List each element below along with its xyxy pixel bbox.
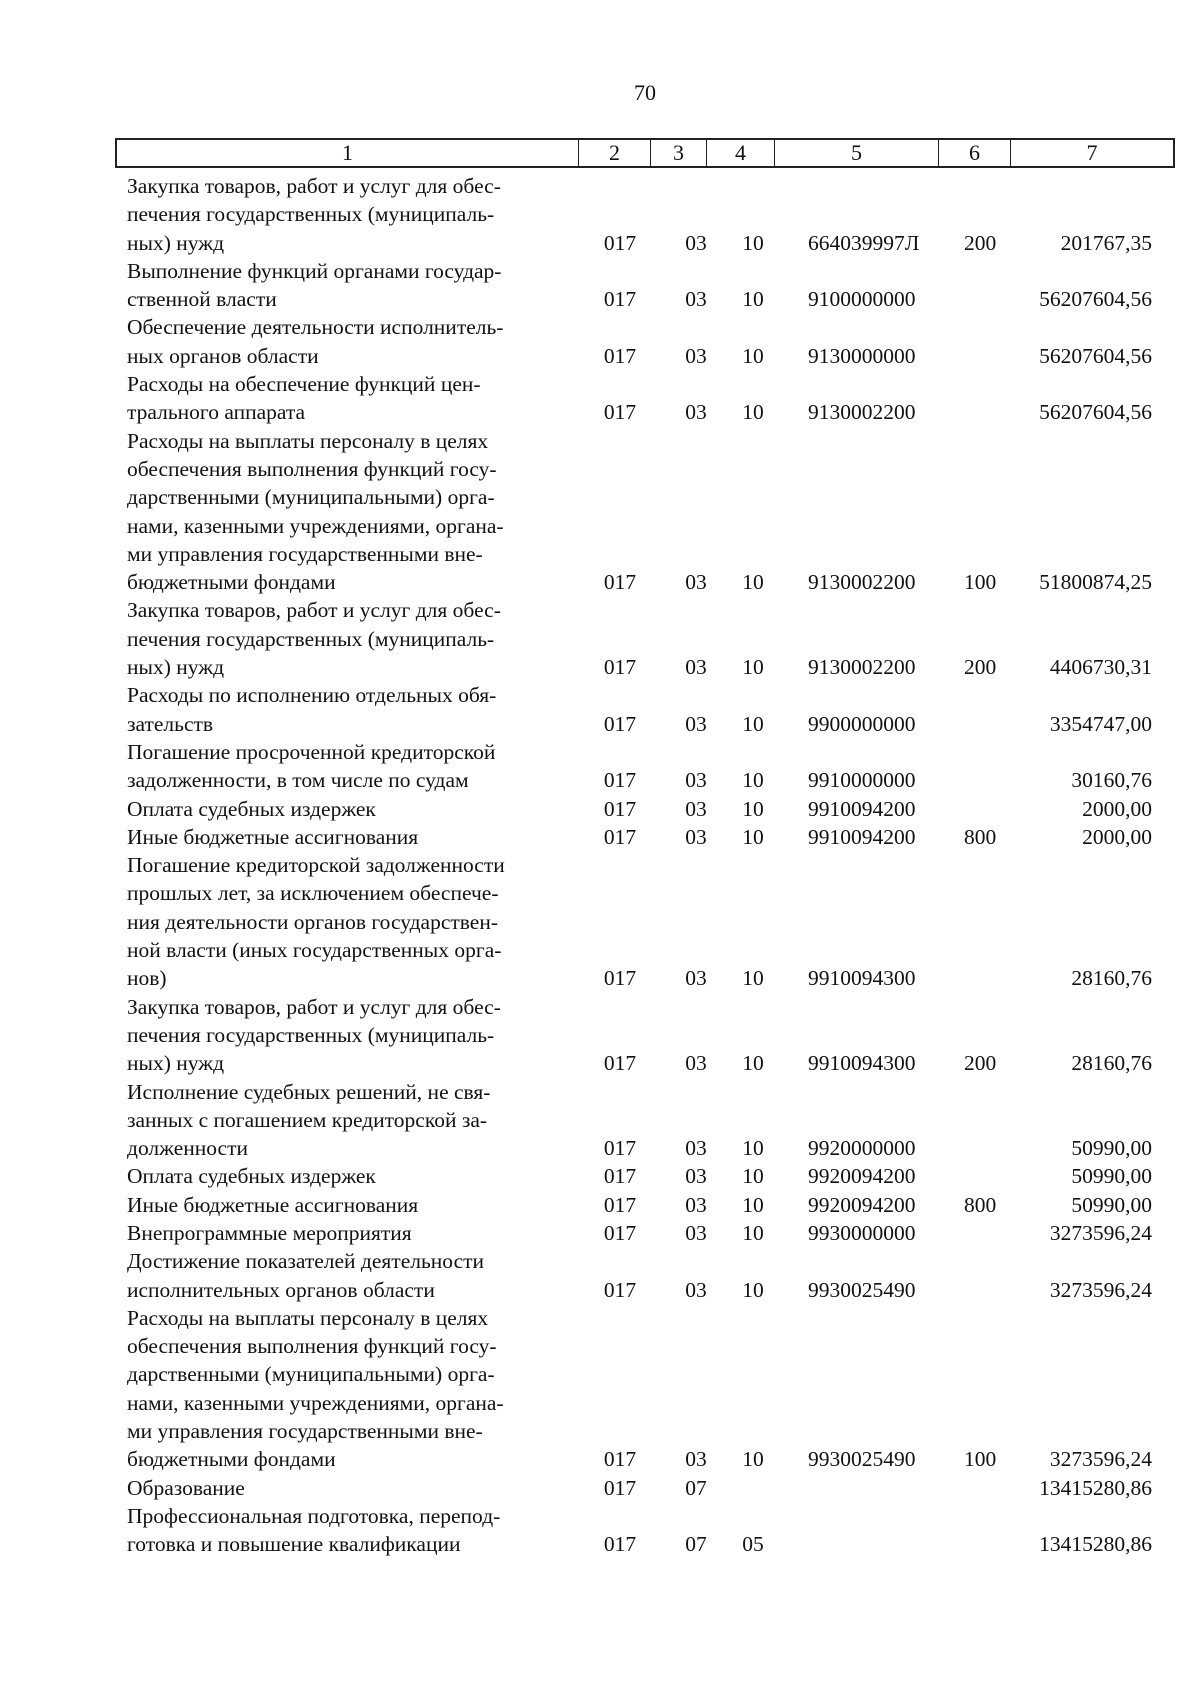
col-amount: 3273596,24: [1049, 1447, 1152, 1472]
col-target-article: 9930025490: [808, 1277, 916, 1302]
col-target-article: 664039997Л: [808, 230, 920, 255]
col-amount: 4406730,31: [1049, 655, 1152, 680]
row-description-line: бюджетными фондами: [127, 1447, 336, 1472]
row-description: [115, 681, 568, 738]
row-description-line: задолженности, в том числе по судам: [127, 768, 469, 793]
col-subsection: 10: [742, 1277, 764, 1302]
col-amount: 13415280,86: [1039, 1475, 1152, 1500]
row-description: [115, 1304, 568, 1474]
col-section: 07: [685, 1532, 707, 1557]
col-amount: 201767,35: [1060, 230, 1152, 255]
table-row: [115, 1247, 1175, 1304]
row-description-line: ных) нужд: [127, 1051, 225, 1076]
header-col-3: 3: [651, 140, 707, 166]
row-description-line: прошлых лет, за исключением обеспече-: [127, 881, 499, 906]
row-description-line: Расходы на выплаты персоналу в целях: [127, 1305, 489, 1330]
col-ministry-code: 017: [603, 824, 637, 849]
col-ministry-code: 017: [603, 1164, 637, 1189]
col-ministry-code: 017: [603, 400, 637, 425]
col-section: 03: [685, 1164, 707, 1189]
row-description-line: Расходы на выплаты персоналу в целях: [127, 428, 489, 453]
table-header: [115, 138, 1175, 168]
col-subsection: 10: [742, 1164, 764, 1189]
col-section: 03: [685, 1447, 707, 1472]
row-description: [115, 823, 568, 851]
row-description-line: обеспечения выполнения функций госу-: [127, 456, 497, 481]
col-section: 03: [685, 796, 707, 821]
row-description: [115, 427, 568, 597]
col-amount: 2000,00: [1082, 796, 1152, 821]
table-body: [115, 172, 1175, 1559]
col-section: 03: [685, 1192, 707, 1217]
row-description-line: дарственными (муниципальными) орга-: [127, 1362, 495, 1387]
col-section: 03: [685, 824, 707, 849]
col-ministry-code: 017: [603, 1532, 637, 1557]
table-row: [115, 1474, 1175, 1502]
row-description-line: Внепрограммные мероприятия: [127, 1220, 412, 1245]
row-description: [115, 795, 568, 823]
table-row: [115, 172, 1175, 257]
col-subsection: 10: [742, 343, 764, 368]
col-amount: 56207604,56: [1039, 400, 1152, 425]
row-description-line: Оплата судебных издержек: [127, 1164, 376, 1189]
col-section: 07: [685, 1475, 707, 1500]
row-description-line: нов): [127, 966, 167, 991]
row-description-line: дарственными (муниципальными) орга-: [127, 485, 495, 510]
col-subsection: 10: [742, 966, 764, 991]
col-target-article: 9910094300: [808, 966, 916, 991]
col-subsection: 10: [742, 768, 764, 793]
row-description-line: Иные бюджетные ассигнования: [127, 1192, 419, 1217]
col-ministry-code: 017: [603, 966, 637, 991]
row-description-line: печения государственных (муниципаль-: [127, 202, 495, 227]
row-description-line: нами, казенными учреждениями, органа-: [127, 1390, 504, 1415]
col-target-article: 9130000000: [808, 343, 916, 368]
col-target-article: 9920094200: [808, 1164, 916, 1189]
col-amount: 2000,00: [1082, 824, 1152, 849]
col-section: 03: [685, 966, 707, 991]
col-amount: 3354747,00: [1049, 711, 1152, 736]
col-section: 03: [685, 570, 707, 595]
row-description: [115, 313, 568, 370]
row-description-line: обеспечения выполнения функций госу-: [127, 1334, 497, 1359]
col-target-article: 9130002200: [808, 570, 916, 595]
row-description-line: Погашение просроченной кредиторской: [127, 739, 496, 764]
col-subsection: 10: [742, 1051, 764, 1076]
table-row: [115, 1162, 1175, 1190]
table-row: [115, 738, 1175, 795]
table-row: [115, 993, 1175, 1078]
header-col-7: 7: [1086, 140, 1098, 165]
row-description-line: Профессиональная подготовка, перепод-: [127, 1503, 501, 1528]
row-description-line: Достижение показателей деятельности: [127, 1249, 485, 1274]
table-row: [115, 681, 1175, 738]
col-target-article: 9920094200: [808, 1192, 916, 1217]
table-row: [115, 257, 1175, 314]
row-description-line: Оплата судебных издержек: [127, 796, 376, 821]
col-section: 03: [685, 768, 707, 793]
col-target-article: 9910094200: [808, 796, 916, 821]
col-ministry-code: 017: [603, 1192, 637, 1217]
row-description-line: ственной власти: [127, 287, 277, 312]
row-description-line: Расходы по исполнению отдельных обя-: [127, 683, 497, 708]
row-description: [115, 1247, 568, 1304]
row-description-line: Погашение кредиторской задолженности: [127, 853, 505, 878]
col-subsection: 10: [742, 1136, 764, 1161]
col-target-article: 9900000000: [808, 711, 916, 736]
col-expense-type: 200: [964, 655, 997, 680]
col-expense-type: 200: [964, 230, 997, 255]
col-subsection: 10: [742, 1220, 764, 1245]
row-description-line: ми управления государственными вне-: [127, 541, 483, 566]
table-row: [115, 851, 1175, 992]
col-section: 03: [685, 655, 707, 680]
col-amount: 56207604,56: [1039, 287, 1152, 312]
col-subsection: 10: [742, 230, 764, 255]
col-ministry-code: 017: [603, 655, 637, 680]
row-description: [115, 596, 568, 681]
col-amount: 50990,00: [1071, 1164, 1152, 1189]
col-section: 03: [685, 400, 707, 425]
col-subsection: 10: [742, 711, 764, 736]
col-amount: 50990,00: [1071, 1192, 1152, 1217]
table-row: [115, 370, 1175, 427]
row-description: [115, 1219, 568, 1247]
row-description-line: зательств: [127, 711, 214, 736]
col-amount: 30160,76: [1071, 768, 1152, 793]
col-subsection: 10: [742, 824, 764, 849]
col-subsection: 10: [742, 655, 764, 680]
table-row: [115, 1078, 1175, 1163]
row-description-line: исполнительных органов области: [127, 1277, 435, 1302]
row-description: [115, 172, 568, 257]
row-description: [115, 993, 568, 1078]
table-row: [115, 1304, 1175, 1474]
col-target-article: 9920000000: [808, 1136, 916, 1161]
table-row: [115, 1502, 1175, 1559]
row-description-line: Выполнение функций органами государ-: [127, 258, 502, 283]
row-description: [115, 257, 568, 314]
row-description: [115, 851, 568, 992]
col-ministry-code: 017: [603, 343, 637, 368]
col-ministry-code: 017: [603, 570, 637, 595]
table-row: [115, 313, 1175, 370]
col-section: 03: [685, 230, 707, 255]
row-description-line: трального аппарата: [127, 400, 306, 425]
col-ministry-code: 017: [603, 1051, 637, 1076]
row-description: [115, 738, 568, 795]
row-description-line: долженности: [127, 1136, 248, 1161]
row-description: [115, 1078, 568, 1163]
table-row: [115, 1219, 1175, 1247]
col-ministry-code: 017: [603, 796, 637, 821]
col-section: 03: [685, 711, 707, 736]
col-section: 03: [685, 287, 707, 312]
col-expense-type: 200: [964, 1051, 997, 1076]
col-subsection: 05: [742, 1532, 764, 1557]
row-description: [115, 1474, 568, 1502]
col-expense-type: 100: [964, 1447, 997, 1472]
header-col-5: 5: [775, 140, 939, 166]
header-col-2: 2: [579, 140, 651, 166]
row-description-line: бюджетными фондами: [127, 570, 336, 595]
col-subsection: 10: [742, 1192, 764, 1217]
table-row: [115, 795, 1175, 823]
row-description-line: нами, казенными учреждениями, органа-: [127, 513, 504, 538]
row-description-line: ных органов области: [127, 343, 319, 368]
row-description-line: Иные бюджетные ассигнования: [127, 824, 419, 849]
col-ministry-code: 017: [603, 1136, 637, 1161]
col-subsection: 10: [742, 400, 764, 425]
col-expense-type: 100: [964, 570, 997, 595]
col-amount: 56207604,56: [1039, 343, 1152, 368]
col-ministry-code: 017: [603, 287, 637, 312]
table-row: [115, 427, 1175, 597]
header-col-4: 4: [707, 140, 775, 166]
col-amount: 28160,76: [1071, 966, 1152, 991]
row-description: [115, 1502, 568, 1559]
col-ministry-code: 017: [603, 1447, 637, 1472]
col-section: 03: [685, 343, 707, 368]
col-amount: 28160,76: [1071, 1051, 1152, 1076]
col-target-article: 9930000000: [808, 1220, 916, 1245]
col-ministry-code: 017: [603, 711, 637, 736]
table-row: [115, 1191, 1175, 1219]
row-description-line: Обеспечение деятельности исполнитель-: [127, 315, 504, 340]
col-target-article: 9910094300: [808, 1051, 916, 1076]
col-target-article: 9930025490: [808, 1447, 916, 1472]
col-section: 03: [685, 1220, 707, 1245]
table-row: [115, 823, 1175, 851]
row-description: [115, 1191, 568, 1219]
row-description-line: готовка и повышение квалификации: [127, 1532, 461, 1557]
col-ministry-code: 017: [603, 1277, 637, 1302]
page-number: 70: [634, 80, 656, 105]
col-target-article: 9130002200: [808, 655, 916, 680]
row-description-line: занных с погашением кредиторской за-: [127, 1107, 488, 1132]
row-description-line: печения государственных (муниципаль-: [127, 1022, 495, 1047]
table-row: [115, 596, 1175, 681]
row-description-line: Образование: [127, 1475, 245, 1500]
row-description-line: ных) нужд: [127, 230, 225, 255]
col-amount: 3273596,24: [1049, 1277, 1152, 1302]
header-col-1: 1: [117, 140, 579, 166]
col-amount: 3273596,24: [1049, 1220, 1152, 1245]
col-amount: 13415280,86: [1039, 1532, 1152, 1557]
row-description-line: Исполнение судебных решений, не свя-: [127, 1079, 491, 1104]
header-col-6: 6: [939, 140, 1011, 166]
row-description: [115, 1162, 568, 1190]
col-subsection: 10: [742, 1447, 764, 1472]
col-ministry-code: 017: [603, 1475, 637, 1500]
row-description: [115, 370, 568, 427]
row-description-line: ной власти (иных государственных орга-: [127, 938, 502, 963]
col-section: 03: [685, 1051, 707, 1076]
row-description-line: ных) нужд: [127, 655, 225, 680]
col-section: 03: [685, 1277, 707, 1302]
row-description-line: Расходы на обеспечение функций цен-: [127, 372, 481, 397]
col-amount: 50990,00: [1071, 1136, 1152, 1161]
col-ministry-code: 017: [603, 230, 637, 255]
col-subsection: 10: [742, 570, 764, 595]
col-subsection: 10: [742, 287, 764, 312]
col-subsection: 10: [742, 796, 764, 821]
col-expense-type: 800: [964, 1192, 997, 1217]
row-description-line: Закупка товаров, работ и услуг для обес-: [127, 174, 501, 198]
col-amount: 51800874,25: [1039, 570, 1152, 595]
col-section: 03: [685, 1136, 707, 1161]
row-description-line: Закупка товаров, работ и услуг для обес-: [127, 598, 501, 623]
col-ministry-code: 017: [603, 768, 637, 793]
col-ministry-code: 017: [603, 1220, 637, 1245]
col-target-article: 9910000000: [808, 768, 916, 793]
row-description-line: ми управления государственными вне-: [127, 1419, 483, 1444]
col-expense-type: 800: [964, 824, 997, 849]
col-target-article: 9910094200: [808, 824, 916, 849]
col-target-article: 9130002200: [808, 400, 916, 425]
row-description-line: Закупка товаров, работ и услуг для обес-: [127, 994, 501, 1019]
row-description-line: ния деятельности органов государствен-: [127, 909, 499, 934]
col-target-article: 9100000000: [808, 287, 916, 312]
row-description-line: печения государственных (муниципаль-: [127, 626, 495, 651]
